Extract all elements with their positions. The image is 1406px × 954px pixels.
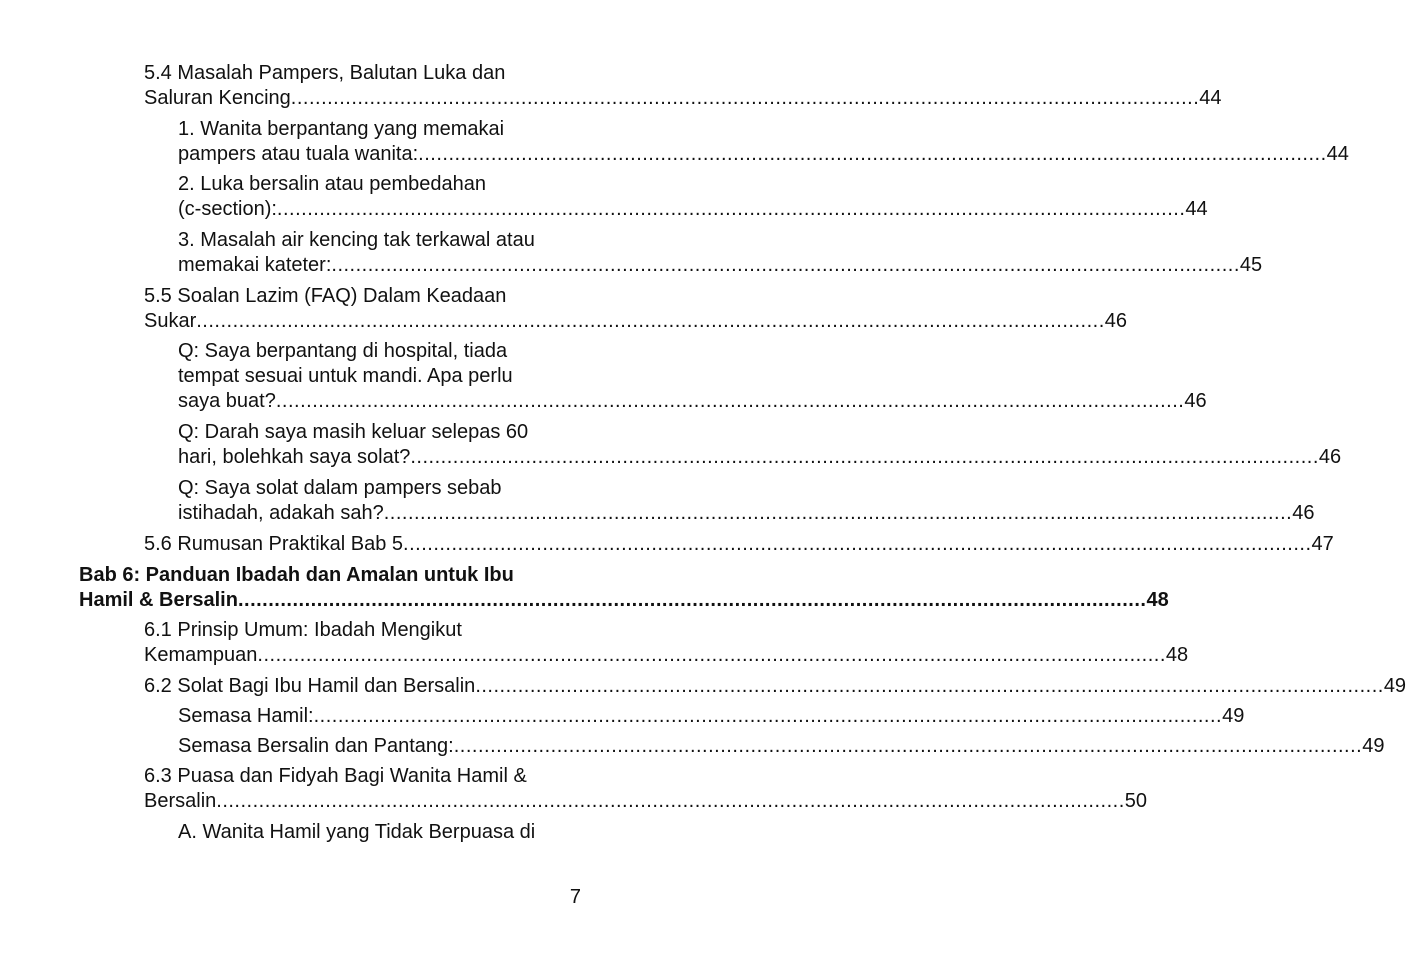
toc-entry-6-1[interactable] — [144, 618, 1189, 668]
toc-entry-text: Kemampuan — [144, 644, 258, 666]
dot-leader — [257, 644, 1166, 666]
dot-leader — [454, 735, 1363, 757]
toc-page-number: 45 — [1239, 254, 1263, 276]
toc-entry-text: hari, bolehkah saya solat? — [178, 446, 411, 468]
dot-leader — [475, 675, 1384, 697]
dot-leader — [331, 254, 1240, 276]
toc-entry-5-6[interactable] — [144, 532, 1334, 557]
toc-entry-5-4-2[interactable] — [178, 172, 1208, 222]
toc-entry-text: saya buat? — [178, 390, 276, 412]
dot-leader — [196, 310, 1105, 332]
toc-entry-text: Bab 6: Panduan Ibadah dan Amalan untuk Ibu — [79, 564, 514, 586]
toc-page-number: 46 — [1104, 310, 1127, 332]
page-number: 7 — [569, 886, 581, 908]
toc-entry-6-3[interactable] — [144, 764, 1148, 814]
toc-page-number: 49 — [1383, 675, 1406, 697]
dot-leader — [403, 533, 1312, 555]
toc-entry-text: Bersalin — [144, 790, 217, 812]
toc-entry-faq-1[interactable] — [178, 339, 1207, 414]
toc-page-number: 46 — [1292, 502, 1315, 524]
toc-page-number: 48 — [1146, 589, 1169, 611]
toc-entry-text: 3. Masalah air kencing tak terkawal atau — [178, 229, 535, 251]
toc-page-number: 48 — [1165, 644, 1189, 666]
toc-entry-text: 6.2 Solat Bagi Ibu Hamil dan Bersalin — [144, 675, 476, 697]
toc-entry-text: 1. Wanita berpantang yang memakai — [178, 118, 505, 140]
toc-entry-text: 5.6 Rumusan Praktikal Bab 5 — [144, 533, 404, 555]
toc-page-number: 50 — [1124, 790, 1148, 812]
toc-entry-text: memakai kateter: — [178, 254, 332, 276]
toc-entry-text: (c-section): — [178, 198, 277, 220]
toc-entry-text: Q: Saya solat dalam pampers sebab — [178, 477, 502, 499]
toc-entry-text: tempat sesuai untuk mandi. Apa perlu — [178, 365, 513, 387]
toc-entry-6-2[interactable] — [144, 674, 1406, 699]
dot-leader — [277, 198, 1186, 220]
dot-leader — [410, 446, 1319, 468]
toc-entry-text: 6.1 Prinsip Umum: Ibadah Mengikut — [144, 619, 462, 641]
toc-entry-text: Semasa Hamil: — [178, 705, 314, 727]
toc-entry-text: 5.5 Soalan Lazim (FAQ) Dalam Keadaan — [144, 285, 507, 307]
toc-entry-text: 5.4 Masalah Pampers, Balutan Luka dan — [144, 62, 506, 84]
toc-page-number: 49 — [1222, 705, 1245, 727]
toc-page-number: 47 — [1311, 533, 1334, 555]
toc-chapter-bab-6[interactable] — [79, 563, 1169, 613]
toc-entry-text: 2. Luka bersalin atau pembedahan — [178, 173, 487, 195]
dot-leader — [276, 390, 1185, 412]
dot-leader — [216, 790, 1125, 812]
toc-entry-5-5[interactable] — [144, 284, 1127, 334]
toc-page-number: 44 — [1185, 198, 1208, 220]
dot-leader — [384, 502, 1293, 524]
toc-entry-text: Saluran Kencing — [144, 87, 291, 109]
toc-entry-text: A. Wanita Hamil yang Tidak Berpuasa di — [178, 821, 536, 843]
toc-entry-text: Q: Darah saya masih keluar selepas 60 — [178, 421, 529, 443]
toc-entry-text: 6.3 Puasa dan Fidyah Bagi Wanita Hamil & — [144, 765, 527, 787]
toc-entry-5-4[interactable] — [144, 61, 1222, 111]
dot-leader — [291, 87, 1200, 109]
toc-entry-text: Semasa Bersalin dan Pantang: — [178, 735, 454, 757]
dot-leader — [238, 589, 1147, 611]
toc-page-number: 46 — [1184, 390, 1207, 412]
toc-entry-6-3-a[interactable] — [178, 820, 581, 845]
toc-entry-semasa-bersalin[interactable] — [178, 734, 1385, 759]
toc-page-number: 44 — [1199, 87, 1222, 109]
toc-entry-5-4-3[interactable] — [178, 228, 1263, 278]
toc-page-number: 46 — [1318, 446, 1342, 468]
toc-entry-faq-3[interactable] — [178, 476, 1315, 526]
toc-entry-5-4-1[interactable] — [178, 117, 1349, 167]
toc-entry-text: istihadah, adakah sah? — [178, 502, 384, 524]
dot-leader — [418, 143, 1327, 165]
toc-page-number: 44 — [1326, 143, 1349, 165]
toc-entry-semasa-hamil[interactable] — [178, 704, 1245, 729]
toc-entry-faq-2[interactable] — [178, 420, 1342, 470]
toc-entry-text: pampers atau tuala wanita: — [178, 143, 419, 165]
toc-entry-text: Q: Saya berpantang di hospital, tiada — [178, 340, 508, 362]
toc-entry-text: Sukar — [144, 310, 197, 332]
toc-page-number: 49 — [1362, 735, 1385, 757]
dot-leader — [314, 705, 1223, 727]
toc-entry-text: Hamil & Bersalin — [79, 589, 238, 611]
